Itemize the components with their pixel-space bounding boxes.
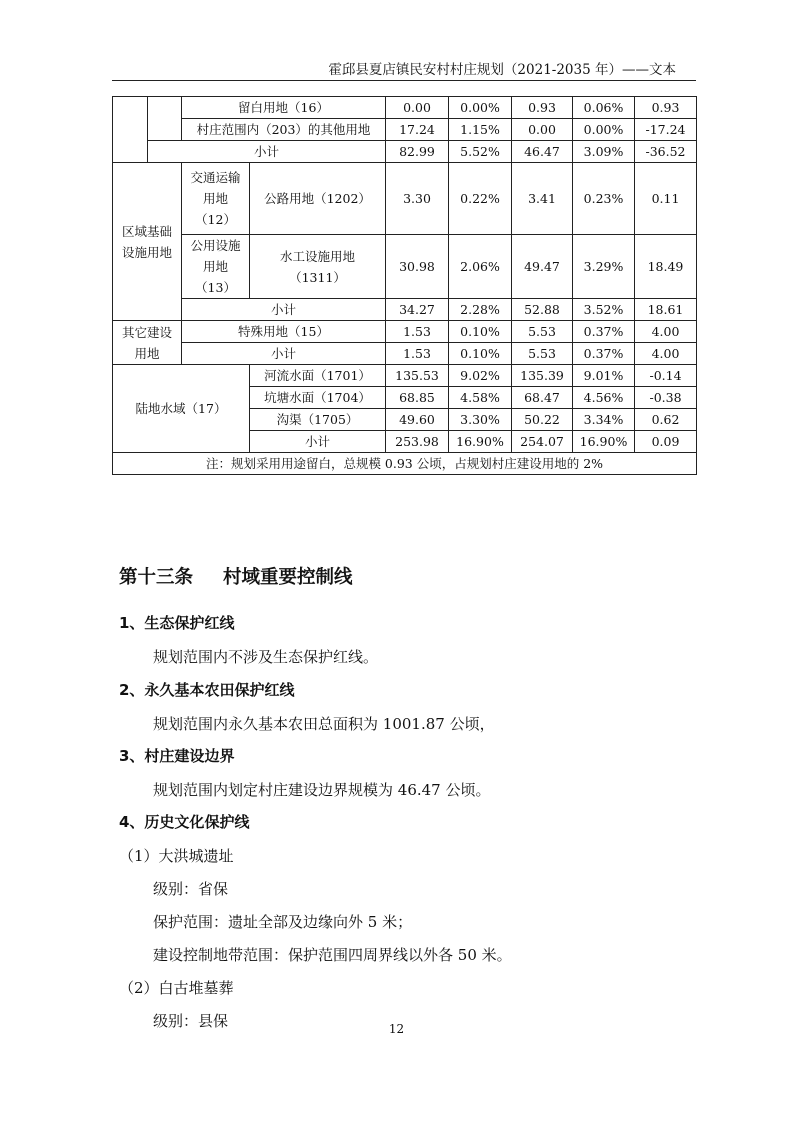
table-row [113,321,697,343]
table-cell: -0.14 [635,365,697,387]
paragraph: 保护范围：遗址全部及边缘向外 5 米； [153,913,413,931]
table-cell: 254.07 [512,431,573,453]
table-cell: 小计 [182,343,386,365]
paragraph: 规划范围内不涉及生态保护红线。 [153,648,379,666]
table-cell: 3.30% [449,409,512,431]
table-row [113,299,697,321]
table-cell: 1.53 [386,321,449,343]
table-cell: 82.99 [386,141,449,163]
table-cell: 水工设施用地（1311） [250,235,386,299]
table-cell: 小计 [182,299,386,321]
table-cell: 2.06% [449,235,512,299]
table-cell: 52.88 [512,299,573,321]
table-cell: 0.00% [573,119,635,141]
table-cell: 2.28% [449,299,512,321]
article-heading [119,563,353,589]
table-row [113,119,697,141]
table-row [113,365,697,387]
table-cell: 3.41 [512,163,573,235]
table-cell: 3.09% [573,141,635,163]
table-cell: 小计 [250,431,386,453]
table-cell: 1.15% [449,119,512,141]
paragraph: 规划范围内永久基本农田总面积为 1001.87 公顷， [153,715,495,733]
table-cell: 留白用地（16） [182,97,386,119]
table-cell: 18.61 [635,299,697,321]
table-cell: 4.58% [449,387,512,409]
table-cell: 0.37% [573,343,635,365]
table-cell: 0.06% [573,97,635,119]
table-cell: 9.02% [449,365,512,387]
table-cell [113,97,148,163]
paragraph: 级别：县保 [153,1012,229,1030]
table-cell: -36.52 [635,141,697,163]
table-cell: 17.24 [386,119,449,141]
table-cell: 3.34% [573,409,635,431]
running-header: 霍邱县夏店镇民安村村庄规划（2021-2035 年）——文本 [328,62,676,78]
table-cell: 46.47 [512,141,573,163]
table-cell: 49.47 [512,235,573,299]
table-cell: 3.52% [573,299,635,321]
section-heading: 2、永久基本农田保护红线 [119,681,295,699]
table-cell: 5.53 [512,321,573,343]
section-heading: 4、历史文化保护线 [119,813,250,831]
table-cell: 68.47 [512,387,573,409]
table-cell: 4.00 [635,321,697,343]
table-cell: 0.10% [449,343,512,365]
paragraph: 建设控制地带范围：保护范围四周界线以外各 50 米。 [153,946,512,964]
table-cell: 小计 [148,141,386,163]
table-cell: 陆地水域（17） [113,365,250,453]
table-cell: 0.23% [573,163,635,235]
table-cell: 村庄范围内（203）的其他用地 [182,119,386,141]
paragraph: 级别：省保 [153,880,229,898]
table-cell: 253.98 [386,431,449,453]
table-cell: 沟渠（1705） [250,409,386,431]
site-title: （1）大洪城遗址 [119,847,234,865]
table-cell: 0.10% [449,321,512,343]
table-row [113,97,697,119]
table-cell: 特殊用地（15） [182,321,386,343]
table-cell: 0.22% [449,163,512,235]
paragraph: 规划范围内划定村庄建设边界规模为 46.47 公顷。 [153,781,491,799]
table-cell: 3.30 [386,163,449,235]
table-cell: 0.11 [635,163,697,235]
site-title: （2）白古堆墓葬 [119,979,234,997]
table-cell: 135.39 [512,365,573,387]
table-cell: 4.00 [635,343,697,365]
section-heading: 3、村庄建设边界 [119,747,235,765]
table-cell: 坑塘水面（1704） [250,387,386,409]
table-cell: 34.27 [386,299,449,321]
table-cell: 0.93 [635,97,697,119]
table-cell: 4.56% [573,387,635,409]
page-number: 12 [388,1022,405,1036]
table-row [113,141,697,163]
table-cell: 公用设施用地（13） [182,235,250,299]
table-cell: 9.01% [573,365,635,387]
table-cell: 0.00 [512,119,573,141]
table-cell: 135.53 [386,365,449,387]
section-heading: 1、生态保护红线 [119,614,235,632]
table-cell: 区域基础设施用地 [113,163,182,321]
table-cell: 0.93 [512,97,573,119]
table-cell: 0.09 [635,431,697,453]
table-cell: 0.00% [449,97,512,119]
table-cell: 河流水面（1701） [250,365,386,387]
table-row [113,453,697,475]
table-cell: 0.62 [635,409,697,431]
table-cell: 30.98 [386,235,449,299]
table-cell: 49.60 [386,409,449,431]
table-cell: 3.29% [573,235,635,299]
table-cell: 0.37% [573,321,635,343]
table-cell: -17.24 [635,119,697,141]
table-cell: 16.90% [573,431,635,453]
article-title: 村域重要控制线 [223,567,353,588]
article-number: 第十三条 [119,567,194,588]
table-cell: 68.85 [386,387,449,409]
table-cell: 5.52% [449,141,512,163]
table-cell: -0.38 [635,387,697,409]
table-cell: 0.00 [386,97,449,119]
land-use-table [112,96,697,475]
table-note: 注：规划采用用途留白，总规模 0.93 公顷，占规划村庄建设用地的 2% [113,453,697,475]
table-cell [148,97,182,141]
table-cell: 交通运输用地（12） [182,163,250,235]
table-cell: 16.90% [449,431,512,453]
table-row [113,343,697,365]
table-cell: 18.49 [635,235,697,299]
table-cell: 公路用地（1202） [250,163,386,235]
header-rule [112,80,696,81]
table-cell: 5.53 [512,343,573,365]
table-cell: 50.22 [512,409,573,431]
table-cell: 1.53 [386,343,449,365]
table-row [113,235,697,299]
table-row [113,163,697,235]
table-cell: 其它建设用地 [113,321,182,365]
